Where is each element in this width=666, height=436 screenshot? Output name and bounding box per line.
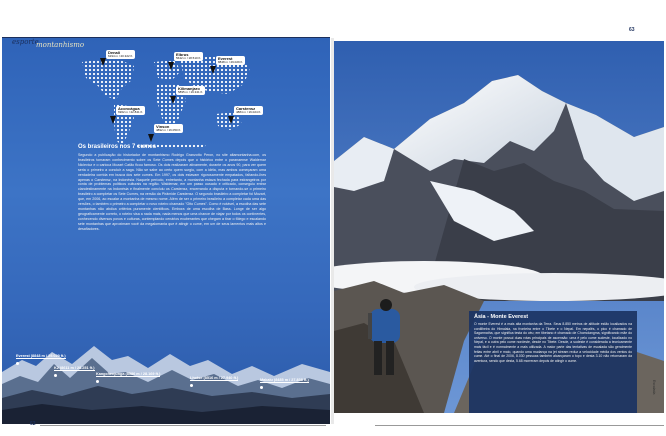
section-label: esporte	[12, 38, 39, 46]
peak-name: Aconcágua	[118, 106, 140, 111]
summit-label-lhotse: Lhotse (8516 m / 27.940 ft.)	[190, 376, 239, 380]
pin-carstensz	[228, 116, 234, 124]
left-page	[2, 38, 330, 424]
summit-label-makalu: Makalu (8485 m / 27.838 ft.)	[260, 378, 309, 382]
peak-altitude: 6962 m / 22.841 ft.	[118, 110, 144, 115]
page-number-left: 62	[30, 421, 36, 427]
peak-altitude: 5642 m / 18.510 ft.	[176, 56, 202, 61]
footer-rule-right	[375, 425, 664, 426]
caption-box	[469, 311, 637, 413]
world-map	[76, 48, 262, 150]
summit-label-kangchenjunga: Kangchenjunga (8586 m / 28.169 ft.)	[96, 372, 161, 376]
summit-label-everest: Everest (8848 m / 29.029 ft.)	[16, 354, 66, 358]
peak-label-aconcagua	[116, 106, 145, 115]
page-number-right: 63	[629, 27, 635, 33]
peak-altitude: 4884 m / 16.024 ft.	[236, 110, 262, 115]
pin-elbrus	[168, 62, 174, 70]
footer-rule-left	[40, 425, 326, 426]
caption-body: O monte Everest é a mais alta montanha da Terra. Seus 8.850 metros de altitude estão localizados na cordilheira do Himalaia, na fronteira entre o Tibete e o Nepal. Em nepalês, o pico é chamado de Sagarmatha, que significa testa do céu; em tibetano é chamado de Chomolangma, significando mãe do universo. O monte possui duas rotas principais de ascensão: uma é pelo cume sudeste, localizado no Nepal, e a outra pelo cume nordeste, desde no Tibete. Desde, a sudeste é considerada a tecnicamente mais fácil e é normalmente a mais utilizada. A maior parte das tentativas de escalada são geralmente feitas entre abril e maio, quando uma mudança na jet stream reduz a velocidade média dos ventos do cume. Até o final de 2006, 8.030 pessoas também alcançaram o topo e desta 3.10 não retornaram da aventura, sendo que desta, 5.68 morreram depois de atingir o cume.	[474, 322, 632, 363]
himalaya-silhouette	[2, 314, 330, 424]
pin-aconcagua	[110, 116, 116, 124]
caption-title: Ásia - Monte Everest	[474, 314, 529, 320]
summit-dot-makalu	[260, 386, 263, 389]
peak-name: Kilimanjaro	[178, 86, 200, 91]
pin-kilimanjaro	[170, 96, 176, 104]
peak-label-everest	[216, 56, 245, 65]
side-label: Escalada	[652, 380, 656, 395]
summit-dot-k2	[54, 374, 57, 377]
peak-altitude: 6194 m / 20.322 ft.	[108, 54, 134, 59]
summits-illustration	[2, 314, 330, 424]
peak-label-vinson	[154, 124, 183, 133]
pin-vinson	[148, 134, 154, 142]
summit-label-k2: K2 (8611 m / 28.251 ft.)	[54, 366, 95, 370]
peak-name: Carstensz	[236, 106, 256, 111]
summit-dot-lhotse	[190, 384, 193, 387]
peak-label-carstensz	[234, 106, 263, 115]
peak-name: Everest	[218, 56, 233, 61]
peak-label-elbrus	[174, 52, 203, 61]
article-title: Os brasileiros nos 7 cumes	[78, 144, 157, 150]
pin-denali	[100, 58, 106, 66]
peak-altitude: 4892 m / 16.050 ft.	[156, 128, 182, 133]
peak-altitude: 8848 m / 29.029 ft.	[218, 60, 244, 65]
article-body: Segundo a publicação do historiador de montanhismo Rodrigo Granzotto Peron, no site altamontanha.com, os brasileiros tomaram conhecimento sobre os Sete Cumes depois que o histórico entre o paranaense Waldemar Niclevicz e o carioca Mozart Catão ficou famoso. Os dois realizaram ativamente, durante os anos 90, para ver quem seria o primeiro a concluir a saga. Não se sabe ao certo quem surgiu, com a idéia, mas ambos começaram uma verdadeira corrida em busca dos sete cumes. Em 1997, os dois estavam rigorosamente empatados, faltando-lhes apenas o Carstensz, na Indonésia. Naquele período, entretanto, a montanha estava fechada para estrangeiros por conta de problemas políticos culturais na região. Waldemar, em um passo ousado e criticado, conseguiu entrar clandestinamente na Indonésia e finalmente concluiu os Carstensz, encerrando a disputa e tornando-se o primeiro brasileiro a completar os Sete Cumes, na versão da Pirâmide Carstensz. O segundo brasileiro a completar foi Mozart, que, em 2006, ao escalar a montanha de mesmo nome. Além de ser o primeiro brasileiro a completar cada uma das versões, o também o primeiro a completar o novo roteiro chamado "Oito Cumes". Como é notável, a escolha das sete montanhas não abdica critérios puramente científicos. Embora de uma escolha de Bass. Longe de ser algo geograficamente correto, o roteiro visa a nada mais, nada menos que uma chance de viajar por todos os continentes, conhecendo diversos povos e culturas, contemplando cenários exuberantes que chegam a tirar o fôlego e escalando sete montanhas que aproximam você da megalomania que é atingir o cume, em um de seus lamentos mais altos e desafiadores.	[78, 153, 266, 231]
peak-label-kilimanjaro	[176, 86, 205, 95]
peak-altitude: 5895 m / 19.341 ft.	[178, 90, 204, 95]
peak-name: Vinson	[156, 124, 170, 129]
pin-everest	[210, 66, 216, 74]
peak-name: Denali	[108, 50, 121, 55]
summit-dot-everest	[16, 362, 19, 365]
peak-label-denali	[106, 50, 135, 59]
subsection-label: montanhismo	[36, 41, 85, 49]
peak-name: Elbrus	[176, 52, 189, 57]
summit-dot-kangchenjunga	[96, 380, 99, 383]
